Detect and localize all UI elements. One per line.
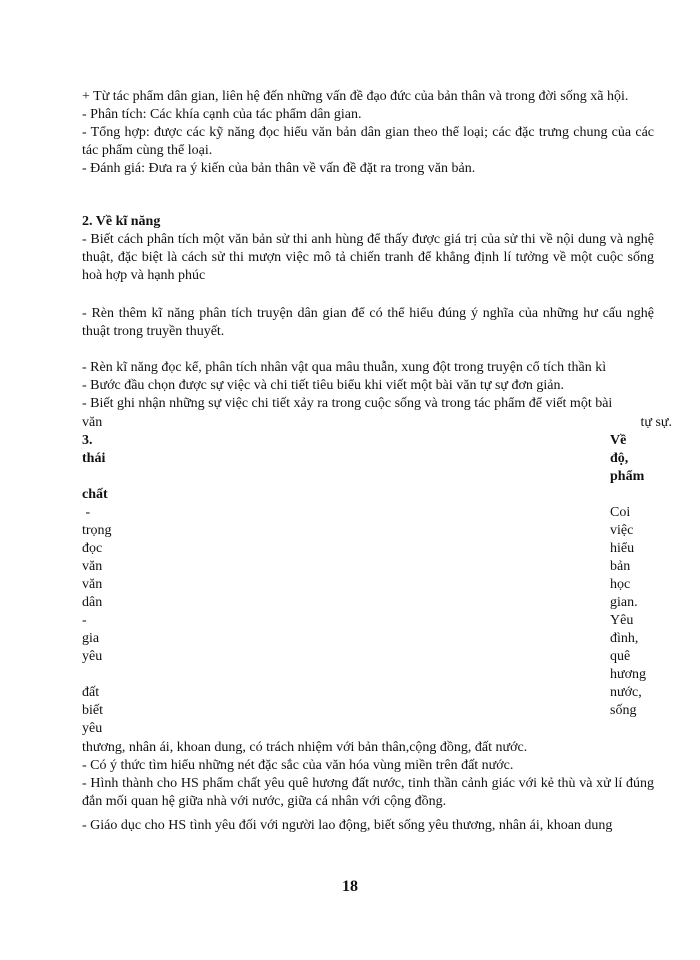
- right-word: Yêu: [610, 613, 634, 628]
- left-word: văn: [82, 415, 103, 430]
- split-row: [82, 576, 654, 594]
- left-word: yêu: [82, 649, 103, 664]
- left-word: yêu: [82, 721, 103, 736]
- split-row: [82, 504, 654, 522]
- text-line: - Đánh giá: Đưa ra ý kiến của bản thân về vấn đề đặt ra trong văn bản.: [82, 161, 476, 176]
- split-row: [82, 486, 654, 504]
- left-word: thái: [82, 451, 106, 466]
- left-word: -: [82, 613, 87, 628]
- right-word: việc: [610, 523, 634, 538]
- section-heading: 2. Về kĩ năng: [82, 214, 161, 229]
- left-word: dân: [82, 595, 103, 610]
- split-row: [82, 558, 654, 576]
- section-1: [82, 88, 654, 178]
- left-word: gia: [82, 631, 100, 646]
- right-word: Coi: [610, 505, 631, 520]
- split-row: [82, 414, 672, 432]
- text-line: + Từ tác phẩm dân gian, liên hệ đến những vấn đề đạo đức của bản thân và trong đời sống xã hội.: [82, 89, 629, 104]
- right-word: độ,: [610, 451, 629, 466]
- left-word: văn: [82, 577, 103, 592]
- split-row: [82, 594, 654, 612]
- text-paragraph: - Biết cách phân tích một văn bản sử thi anh hùng để thấy được giá trị của sử thi về nội dung và nghệ thuật, đặc biệt là cách sử thi mượn việc mô tả chiến tranh để khẳng định lí tưởng về một cuộc sống hoà hợp và hạnh phúc: [82, 232, 654, 283]
- split-row: [82, 630, 654, 648]
- text-line: - Có ý thức tìm hiểu những nét đặc sắc của văn hóa vùng miền trên đất nước.: [82, 758, 514, 773]
- text-paragraph: - Hình thành cho HS phẩm chất yêu quê hương đất nước, tinh thần cảnh giác với kẻ thù và xử lí đúng đắn mối quan hệ giữa nhà với nước, giữa cá nhân với cộng đồng.: [82, 776, 654, 809]
- text-line: thương, nhân ái, khoan dung, có trách nhiệm với bản thân,cộng đồng, đất nước.: [82, 740, 528, 755]
- section-3: [82, 739, 654, 835]
- right-word: phẩm: [610, 469, 645, 484]
- left-word: trọng: [82, 523, 112, 538]
- left-word: văn: [82, 559, 103, 574]
- text-paragraph: - Rèn thêm kĩ năng phân tích truyện dân gian để có thể hiểu đúng ý nghĩa của những hư cấu nghệ thuật trong truyền thuyết.: [82, 306, 654, 339]
- split-row: [82, 720, 654, 738]
- right-word: học: [610, 577, 631, 592]
- text-paragraph: - Tổng hợp: được các kỹ năng đọc hiểu văn bản dân gian theo thể loại; các đặc trưng chung của các tác phẩm cùng thể loại.: [82, 125, 654, 158]
- left-word: đất: [82, 685, 100, 700]
- text-line: - Bước đầu chọn được sự việc và chi tiết tiêu biểu khi viết một bài văn tự sự đơn giản.: [82, 378, 564, 393]
- right-word: nước,: [610, 685, 642, 700]
- split-row: [82, 468, 654, 486]
- left-word: 3.: [82, 433, 93, 448]
- left-word: chất: [82, 487, 108, 502]
- right-word: gian.: [610, 595, 638, 610]
- right-word: hiểu: [610, 541, 635, 556]
- right-word: Về: [610, 433, 627, 448]
- right-word: đình,: [610, 631, 639, 646]
- text-line: - Phân tích: Các khía cạnh của tác phẩm dân gian.: [82, 107, 362, 122]
- right-word: quê: [610, 649, 631, 664]
- right-word: tự sự.: [640, 415, 672, 430]
- split-row: [82, 432, 654, 450]
- split-row: [82, 702, 654, 720]
- right-word: bản: [610, 559, 631, 574]
- text-line: - Giáo dục cho HS tình yêu đối với người lao động, biết sống yêu thương, nhân ái, khoan dung: [82, 818, 613, 833]
- left-word: biết: [82, 703, 103, 718]
- split-row: [82, 684, 654, 702]
- text-line: - Biết ghi nhận những sự việc chi tiết xảy ra trong cuộc sống và trong tác phẩm để viết một bài: [82, 396, 613, 411]
- right-word: sống: [610, 703, 637, 718]
- split-row: [82, 648, 654, 666]
- right-word: hương: [610, 667, 646, 682]
- left-word: -: [82, 505, 91, 520]
- split-row: [82, 522, 654, 540]
- split-row: [82, 540, 654, 558]
- split-row: [82, 450, 654, 468]
- text-line: - Rèn kĩ năng đọc kể, phân tích nhân vật qua mâu thuẫn, xung đột trong truyện cổ tích thần kì: [82, 360, 607, 375]
- split-row: [82, 612, 654, 630]
- split-row: [82, 666, 654, 684]
- page-number: 18: [342, 878, 358, 895]
- left-word: đọc: [82, 541, 103, 556]
